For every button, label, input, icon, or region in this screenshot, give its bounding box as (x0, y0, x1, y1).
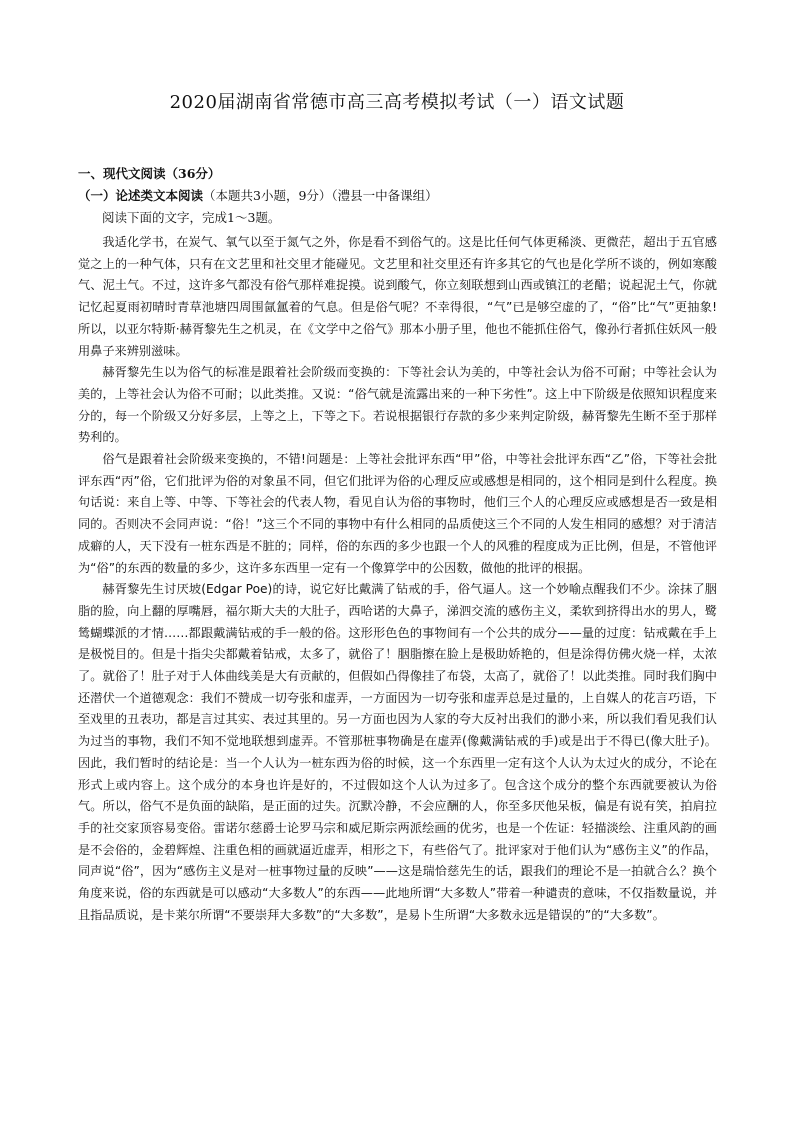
passage-paragraph: 我适化学书，在炭气、氧气以至于氮气之外，你是看不到俗气的。这是比任何气体更稀淡、更微茫，超出于五官感觉之上的一种气体，只有在文艺里和社交里才能碰见。文艺里和社交里还有许多其它的气也是化学所不谈的，例如寒酸气、泥土气。不过，这许多气都没有俗气那样难捉摸。说到酸气，你立刻联想到山西或镇江的老醋；说起泥土气，你就记忆起夏雨初晴时青草池塘四周围氤氲着的气息。但是俗气呢？不幸得很，“气”已是够空虚的了，“俗”比“气”更抽象!所以，以亚尔特斯·赫胥黎先生之机灵，在《文学中之俗气》那本小册子里，他也不能抓住俗气，像孙行者抓住妖风一般用鼻子来辨别滋味。 (78, 235, 717, 358)
passage-paragraph: 俗气是跟着社会阶级来变换的，不错!问题是：上等社会批评东西“甲”俗，中等社会批评东西“乙”俗，下等社会批评东西“丙”俗，它们批评为俗的对象虽不同，但它们批评为俗的心理反应或感想是相同的，这个相同是到什么程度。换句话说：来自上等、中等、下等社会的代表人物，看见自认为俗的事物时，他们三个人的心理反应或感想是否一致是相同的。否则决不会同声说：“俗！”这三个不同的事物中有什么相同的品质使这三个不同的人发生相同的感想？对于清洁成癖的人，天下没有一桩东西是不脏的；同样，俗的东西的多少也跟一个人的风雅的程度成为正比例，但是，不管他评为“俗”的东西的数量的多少，这许多东西里一定有一个像算学中的公因数，做他的批评的根据。 (78, 452, 717, 575)
passage-paragraph: 赫胥黎先生以为俗气的标准是跟着社会阶级而变换的：下等社会认为美的，中等社会认为俗不可耐；中等社会认为美的，上等社会认为俗不可耐；以此类推。又说：“俗气就是流露出来的一种下劣性”。这上中下阶级是依照知识程度来分的，每一个阶级又分好多层，上等之上，下等之下。若说根据银行存款的多少来判定阶级，赫胥黎先生断不至于那样势利的。 (78, 365, 717, 445)
passage-body (78, 232, 717, 927)
document-title: 2020届湖南省常德市高三高考模拟考试（一）语文试题 (169, 92, 625, 113)
subsection-note: （本题共3小题，9分）（澧县一中备课组） (203, 188, 438, 203)
subsection-heading (78, 186, 438, 204)
reading-instruction: 阅读下面的文字，完成1～3题。 (102, 210, 281, 225)
subsection-title: （一）论述类文本阅读 (78, 188, 204, 203)
passage-paragraph: 赫胥黎先生讨厌坡(Edgar Poe)的诗，说它好比戴满了钻戒的手，俗气逼人。这一个妙喻点醒我们不少。涂抹了胭脂的脸，向上翻的厚嘴唇，福尔斯大夫的大肚子，西哈诺的大鼻子，涕泗交流的感伤主义，柔软到挤得出水的男人，鹭鸶蝴蝶派的才情……都跟戴满钻戒的手一般的俗。这形形色色的事物间有一个公共的成分——量的过度：钻戒戴在手上是极悦目的。但是十指尖尖都戴着钻戒，太多了，就俗了！胭脂擦在脸上是极助娇艳的，但是涂得仿佛火烧一样，太浓了。就俗了！肚子对于人体曲线美是大有贡献的，但假如凸得像挂了布袋，太高了，就俗了！以此类推。同时我们胸中还潜伏一个道德观念：我们不赞成一切夸张和虚弄，一方面因为一切夸张和虚弄总是过量的，上自媒人的花言巧语，下至戏里的丑表功，都是言过其实、表过其里的。另一方面也因为人家的夸大反衬出我们的渺小来，所以我们看见我们认为过当的事物，我们不知不觉地联想到虚弄。不管那桩事物确是在虚弄(像戴满钻戒的手)或是出于不得已(像大肚子)。因此，我们暂时的结论是：当一个人认为一桩东西为俗的时候，这一个东西里一定有这个人认为太过火的成分，不论在形式上或内容上。这个成分的本身也许是好的，不过假如这个人认为过多了。包含这个成分的整个东西就要被认为俗气。所以，俗气不是负面的缺陷，是正面的过失。沉默冷静，不会应酬的人，你至多厌他呆板，偏是有说有笑，拍肩拉手的社交家顶容易变俗。雷诺尔慈爵士论罗马宗和威尼斯宗两派绘画的优劣，也是一个佐证：轻描淡绘、注重风韵的画是不会俗的，金碧辉煌、注重色相的画就逼近虚弄，相形之下，有些俗气了。批评家对于他们认为“感伤主义”的作品，同声说“俗”，因为“感伤主义是对一桩事物过量的反映”——这是瑞恰慈先生的话，跟我们的理论不是一拍就合么？换个角度来说，俗的东西就是可以感动“大多数人”的东西——此地所谓“大多数人”带着一种谴责的意味，不仅指数量说，并且指品质说，是卡莱尔所谓“不要崇拜大多数”的“大多数”，是易卜生所谓“大多数永远是错误的”的“大多数”。 (78, 582, 717, 922)
section-heading: 一、现代文阅读（36分） (78, 166, 221, 181)
